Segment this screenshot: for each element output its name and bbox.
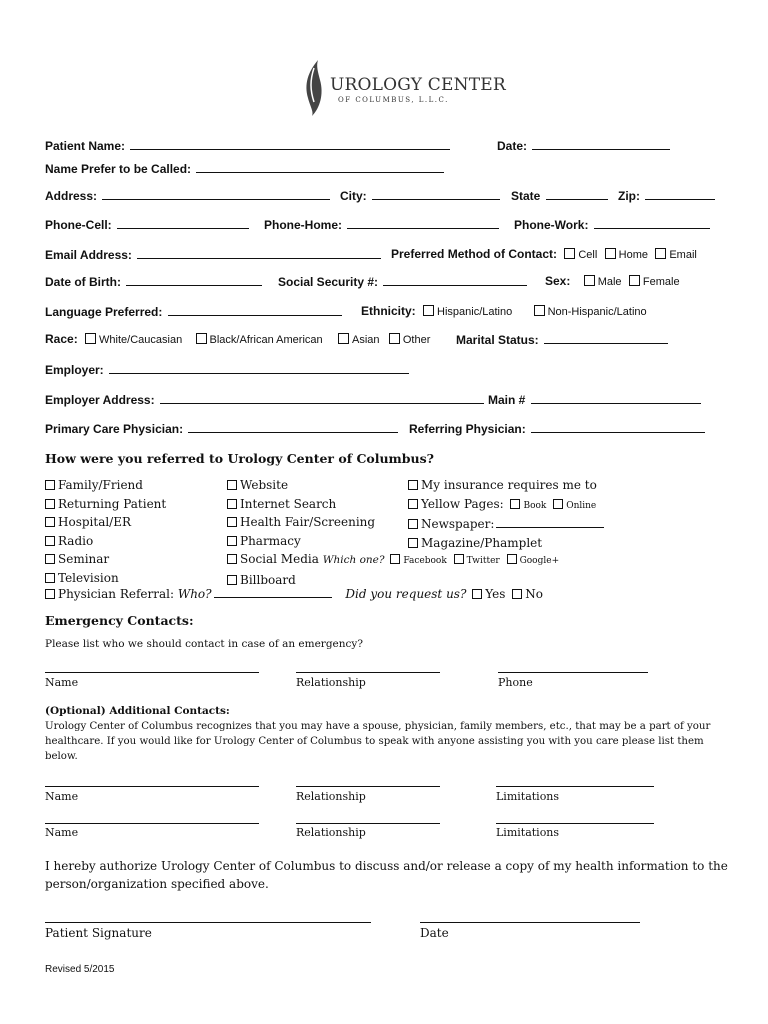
newspaper-field[interactable] [496, 517, 604, 528]
race-asian-label: Asian [351, 334, 380, 346]
additional-relationship-field-2[interactable] [296, 822, 440, 824]
sex-female-checkbox[interactable] [629, 275, 640, 286]
referral-television[interactable] [45, 569, 166, 588]
referral-website-label: Website [240, 478, 289, 492]
employer-address-field[interactable] [160, 392, 484, 404]
referral-returning-patient[interactable] [45, 495, 166, 514]
phone-work-label: Phone-Work: [514, 218, 589, 232]
address-label: Address: [45, 189, 98, 203]
additional-limitations-caption-1: Limitations [496, 790, 560, 803]
referral-family-friend[interactable] [45, 476, 166, 495]
referral-television-checkbox[interactable] [45, 573, 55, 583]
marital-label: Marital Status: [456, 333, 539, 347]
social-twitter-checkbox[interactable] [454, 554, 464, 564]
referral-insurance-checkbox[interactable] [408, 480, 418, 490]
race-white-checkbox[interactable] [85, 333, 96, 344]
state-label: State [511, 189, 541, 203]
phone-cell-label: Phone-Cell: [45, 218, 112, 232]
referral-hospital-er[interactable] [45, 513, 166, 532]
zip-field[interactable] [645, 188, 715, 200]
request-yes-label: Yes [485, 587, 506, 601]
name-prefer-field[interactable] [196, 161, 444, 173]
language-field[interactable] [168, 304, 342, 316]
referral-magazine-label: Magazine/Phamplet [421, 535, 543, 550]
yellow-book-checkbox[interactable] [510, 499, 520, 509]
additional-limitations-field-1[interactable] [496, 785, 654, 787]
additional-relationship-caption-2: Relationship [296, 826, 366, 839]
referral-insurance[interactable] [408, 476, 604, 495]
emergency-relationship-field[interactable] [296, 671, 440, 673]
additional-relationship-field-1[interactable] [296, 785, 440, 787]
referring-label: Referring Physician: [409, 422, 526, 436]
additional-name-caption-1: Name [45, 790, 79, 803]
signature-date-field[interactable] [420, 921, 640, 923]
sex-male-label: Male [597, 276, 622, 288]
referral-question: How were you referred to Urology Center of Columbus? [45, 451, 434, 466]
date-field[interactable] [532, 138, 670, 150]
emergency-instruction: Please list who we should contact in case of an emergency? [45, 638, 363, 650]
signature-date-caption: Date [420, 926, 449, 940]
referral-physician-label: Physician Referral: [58, 587, 175, 601]
referral-who-label: Who? [177, 587, 212, 601]
referral-yellow-pages-label: Yellow Pages: [421, 496, 504, 511]
marital-field[interactable] [544, 332, 668, 344]
address-field[interactable] [102, 188, 330, 200]
referral-television-label: Television [58, 570, 119, 585]
referral-hospital-er-checkbox[interactable] [45, 517, 55, 527]
yellow-online-label: Online [566, 500, 597, 511]
referring-field[interactable] [531, 421, 705, 433]
referral-seminar-label: Seminar [58, 552, 110, 567]
referral-returning-patient-checkbox[interactable] [45, 499, 55, 509]
additional-name-field-2[interactable] [45, 822, 259, 824]
city-label: City: [340, 189, 367, 203]
referral-newspaper-checkbox[interactable] [408, 519, 418, 529]
language-label: Language Preferred: [45, 305, 163, 319]
phone-cell-field[interactable] [117, 217, 249, 229]
sex-male-checkbox[interactable] [584, 275, 595, 286]
contact-email-checkbox[interactable] [655, 248, 666, 259]
race-other-checkbox[interactable] [389, 333, 400, 344]
referral-returning-patient-label: Returning Patient [58, 496, 167, 511]
additional-text-1: Urology Center of Columbus recognizes that you may have a spouse, physician, family members, etc., that may be a part of your [45, 721, 711, 732]
referral-pharmacy-checkbox[interactable] [227, 536, 237, 546]
referral-family-friend-label: Family/Friend [58, 478, 143, 492]
social-google-label: Google+ [519, 556, 560, 567]
referral-social-media-checkbox[interactable] [227, 554, 237, 564]
referral-internet-search-label: Internet Search [240, 496, 337, 511]
request-yes-checkbox[interactable] [472, 589, 482, 599]
referral-radio-label: Radio [58, 533, 94, 548]
race-black-label: Black/African American [209, 334, 323, 346]
emergency-phone-field[interactable] [498, 671, 648, 673]
race-black-checkbox[interactable] [196, 333, 207, 344]
patient-name-field[interactable] [130, 138, 450, 150]
additional-text-3: below. [45, 751, 78, 762]
referral-health-fair-checkbox[interactable] [227, 517, 237, 527]
referral-social-media-label: Social Media [240, 552, 319, 567]
employer-field[interactable] [109, 362, 409, 374]
referral-yellow-pages-checkbox[interactable] [408, 499, 418, 509]
additional-optional: (Optional) [45, 705, 106, 717]
logo [300, 58, 506, 120]
email-label: Email Address: [45, 248, 132, 262]
pcp-label: Primary Care Physician: [45, 422, 184, 436]
social-google-checkbox[interactable] [507, 554, 517, 564]
email-field[interactable] [137, 247, 381, 259]
additional-limitations-field-2[interactable] [496, 822, 654, 824]
referral-yellow-pages[interactable] [408, 495, 604, 516]
logo-subtitle: OF COLUMBUS, L.L.C. [338, 96, 449, 104]
emergency-heading: Emergency Contacts: [45, 613, 194, 628]
referral-billboard-label: Billboard [240, 572, 296, 587]
referral-radio-checkbox[interactable] [45, 536, 55, 546]
additional-limitations-caption-2: Limitations [496, 826, 560, 839]
additional-name-caption-2: Name [45, 826, 79, 839]
employer-label: Employer: [45, 363, 104, 377]
request-no-checkbox[interactable] [512, 589, 522, 599]
emergency-name-field[interactable] [45, 671, 259, 673]
referral-magazine-checkbox[interactable] [408, 538, 418, 548]
additional-relationship-caption-1: Relationship [296, 790, 366, 803]
additional-name-field-1[interactable] [45, 785, 259, 787]
referral-website-checkbox[interactable] [227, 480, 237, 490]
authorization-line-2: person/organization specified above. [45, 877, 269, 891]
additional-heading: Additional Contacts: [105, 705, 230, 717]
social-which-label: Which one? [322, 554, 385, 567]
name-prefer-label: Name Prefer to be Called: [45, 162, 192, 176]
social-twitter-label: Twitter [466, 556, 500, 567]
referral-seminar-checkbox[interactable] [45, 554, 55, 564]
pcp-field[interactable] [188, 421, 398, 433]
phone-home-field[interactable] [347, 217, 499, 229]
referral-pharmacy-label: Pharmacy [240, 533, 301, 548]
referral-family-friend-checkbox[interactable] [45, 480, 55, 490]
race-white-label: White/Caucasian [99, 334, 183, 346]
state-field[interactable] [546, 188, 608, 200]
sex-female-label: Female [642, 276, 680, 288]
revised-note: Revised 5/2015 [45, 964, 115, 975]
phone-home-label: Phone-Home: [264, 218, 342, 232]
zip-label: Zip: [618, 189, 640, 203]
referral-who-field[interactable] [214, 587, 332, 598]
ethnicity-non-hispanic-label: Non-Hispanic/Latino [547, 306, 647, 318]
ethnicity-hispanic-checkbox[interactable] [423, 305, 434, 316]
referral-billboard-checkbox[interactable] [227, 575, 237, 585]
main-field[interactable] [531, 392, 701, 404]
race-other-label: Other [402, 334, 431, 346]
patient-name-label: Patient Name: [45, 139, 126, 153]
contact-home-label: Home [618, 249, 648, 261]
patient-signature-caption: Patient Signature [45, 926, 152, 940]
referral-social-media[interactable] [227, 550, 559, 571]
dob-label: Date of Birth: [45, 275, 121, 289]
referral-radio[interactable] [45, 532, 166, 551]
referral-seminar[interactable] [45, 550, 166, 569]
additional-text-2: healthcare. If you would like for Urology Center of Columbus to speak with anyone assisting you with you care please list them [45, 736, 704, 747]
race-label: Race: [45, 332, 78, 346]
ethnicity-non-hispanic-checkbox[interactable] [534, 305, 545, 316]
referral-insurance-label: My insurance requires me to [421, 478, 597, 492]
logo-title: UROLOGY CENTER [330, 75, 506, 95]
emergency-name-caption: Name [45, 676, 79, 689]
contact-email-label: Email [669, 249, 697, 261]
referral-newspaper[interactable] [408, 515, 604, 534]
referral-newspaper-label: Newspaper: [421, 517, 495, 532]
preferred-contact-label: Preferred Method of Contact: [391, 247, 558, 261]
authorization-line-1: I hereby authorize Urology Center of Columbus to discuss and/or release a copy of my health information to the [45, 859, 728, 873]
emergency-phone-caption: Phone [498, 676, 533, 689]
contact-cell-label: Cell [578, 249, 598, 261]
dob-field[interactable] [126, 274, 262, 286]
ethnicity-hispanic-label: Hispanic/Latino [437, 306, 513, 318]
date-label: Date: [497, 139, 528, 153]
referral-hospital-er-label: Hospital/ER [58, 515, 132, 530]
emergency-relationship-caption: Relationship [296, 676, 366, 689]
ssn-field[interactable] [383, 274, 527, 286]
employer-address-label: Employer Address: [45, 393, 155, 407]
city-field[interactable] [372, 188, 500, 200]
ethnicity-label: Ethnicity: [361, 304, 416, 318]
contact-home-checkbox[interactable] [605, 248, 616, 259]
yellow-book-label: Book [523, 500, 547, 511]
main-label: Main # [488, 393, 526, 407]
did-you-request-label: Did you request us? [345, 587, 467, 601]
referral-physician-checkbox[interactable] [45, 589, 55, 599]
sex-label: Sex: [545, 274, 571, 288]
patient-signature-field[interactable] [45, 921, 371, 923]
referral-magazine[interactable] [408, 534, 604, 553]
social-facebook-label: Facebook [403, 556, 447, 567]
phone-work-field[interactable] [594, 217, 710, 229]
request-no-label: No [525, 587, 543, 601]
referral-health-fair-label: Health Fair/Screening [240, 515, 376, 530]
yellow-online-checkbox[interactable] [553, 499, 563, 509]
ssn-label: Social Security #: [278, 275, 379, 289]
referral-internet-search-checkbox[interactable] [227, 499, 237, 509]
logo-mark-icon [300, 58, 330, 118]
race-asian-checkbox[interactable] [338, 333, 349, 344]
contact-cell-checkbox[interactable] [564, 248, 575, 259]
social-facebook-checkbox[interactable] [390, 554, 400, 564]
